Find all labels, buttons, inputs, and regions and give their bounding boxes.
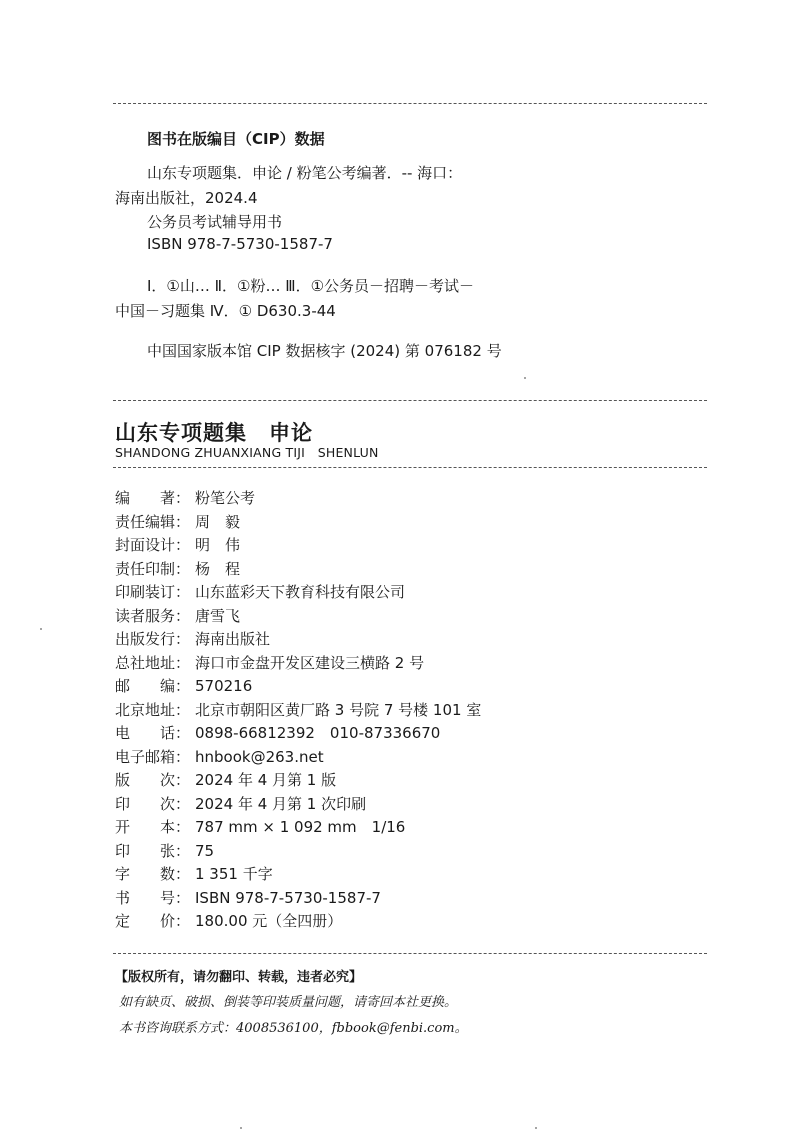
info-row-printing: [115, 793, 705, 817]
cip-line-publisher: 海南出版社，2024.4: [115, 189, 258, 207]
scan-speck: [240, 1127, 242, 1129]
info-label: 字 数：: [115, 865, 191, 883]
info-row-reader-service: [115, 605, 705, 629]
info-value: 75: [195, 841, 215, 860]
info-label: 印 次：: [115, 794, 191, 813]
info-label: 印 张：: [115, 841, 191, 860]
scan-speck: [535, 1127, 537, 1129]
info-row-isbn: [115, 887, 705, 911]
copyright-notice: 【版权所有，请勿翻印、转载，违者必究】: [115, 970, 363, 985]
info-value: 787 mm × 1 092 mm 1/16: [195, 818, 406, 836]
info-label: 总社地址：: [115, 653, 191, 672]
cip-line-title: 山东专项题集．申论 / 粉笔公考编著．-- 海口：: [147, 164, 463, 182]
info-value: ISBN 978-7-5730-1587-7: [195, 888, 381, 907]
info-row-word-count: [115, 863, 705, 887]
info-label: 定 价：: [115, 912, 191, 930]
info-row-email: [115, 746, 705, 770]
info-row-phone: [115, 722, 705, 746]
info-value: 山东蓝彩天下教育科技有限公司: [195, 583, 406, 601]
info-divider: [113, 953, 707, 954]
cip-heading: 图书在版编目（CIP）数据: [147, 130, 325, 148]
info-label: 责任编辑：: [115, 512, 191, 531]
info-label: 电 话：: [115, 724, 191, 742]
cip-line-classification: 中国－习题集 Ⅳ．① D630.3-44: [115, 302, 336, 320]
info-row-author: [115, 487, 705, 511]
top-divider: [113, 103, 707, 104]
info-label: 出版发行：: [115, 630, 191, 648]
contact-notice: 本书咨询联系方式：4008536100，fbbook@fenbi.com。: [119, 1021, 468, 1036]
info-row-beijing-address: [115, 699, 705, 723]
cip-line-record-number: 中国国家版本馆 CIP 数据核字 (2024) 第 076182 号: [147, 342, 502, 360]
info-row-printed-sheets: [115, 840, 705, 864]
info-label: 版 次：: [115, 771, 191, 789]
info-label: 封面设计：: [115, 536, 191, 554]
info-row-headquarters-address: [115, 652, 705, 676]
info-value: 杨 程: [195, 559, 241, 578]
book-title-chinese: 山东专项题集 申论: [115, 420, 313, 445]
info-value: 2024 年 4 月第 1 次印刷: [195, 794, 367, 813]
info-label: 读者服务：: [115, 606, 191, 625]
info-label: 书 号：: [115, 888, 191, 907]
info-value: 1 351 千字: [195, 865, 273, 883]
info-value: 570216: [195, 677, 253, 695]
scan-speck: [40, 628, 42, 630]
info-value: 海口市金盘开发区建设三横路 2 号: [195, 653, 425, 672]
info-label: 电子邮箱：: [115, 747, 191, 766]
book-title-pinyin: SHANDONG ZHUANXIANG TIJI SHENLUN: [115, 445, 379, 460]
info-label: 北京地址：: [115, 700, 191, 719]
info-value: 180.00 元（全四册）: [195, 912, 343, 930]
info-label: 开 本：: [115, 818, 191, 836]
info-value: 粉笔公考: [195, 489, 256, 507]
cip-divider: [113, 400, 707, 401]
info-value: 周 毅: [195, 512, 241, 531]
publication-info-list: [115, 487, 705, 934]
info-value: 2024 年 4 月第 1 版: [195, 771, 337, 789]
info-row-cover-design: [115, 534, 705, 558]
info-label: 印刷装订：: [115, 583, 191, 601]
info-value: 北京市朝阳区黄厂路 3 号院 7 号楼 101 室: [195, 700, 482, 719]
info-row-printer: [115, 581, 705, 605]
info-row-editor: [115, 511, 705, 535]
cip-line-isbn: ISBN 978-7-5730-1587-7: [147, 235, 333, 253]
info-value: 海南出版社: [195, 630, 271, 648]
cip-line-series: 公务员考试辅导用书: [147, 213, 283, 231]
info-row-publisher: [115, 628, 705, 652]
scan-speck: [524, 377, 526, 379]
cip-line-subjects: Ⅰ．①山… Ⅱ．①粉… Ⅲ．①公务员－招聘－考试－: [147, 277, 475, 295]
info-label: 邮 编：: [115, 677, 191, 695]
info-value: 0898-66812392 010-87336670: [195, 724, 441, 742]
info-value: hnbook@263.net: [195, 747, 324, 766]
info-row-print-supervisor: [115, 558, 705, 582]
info-label: 编 著：: [115, 489, 191, 507]
info-value: 明 伟: [195, 536, 241, 554]
info-row-format: [115, 816, 705, 840]
quality-notice: 如有缺页、破损、倒装等印装质量问题，请寄回本社更换。: [119, 995, 458, 1010]
info-label: 责任印制：: [115, 559, 191, 578]
title-divider: [113, 467, 707, 468]
info-value: 唐雪飞: [195, 606, 241, 625]
info-row-price: [115, 910, 705, 934]
info-row-postcode: [115, 675, 705, 699]
info-row-edition: [115, 769, 705, 793]
